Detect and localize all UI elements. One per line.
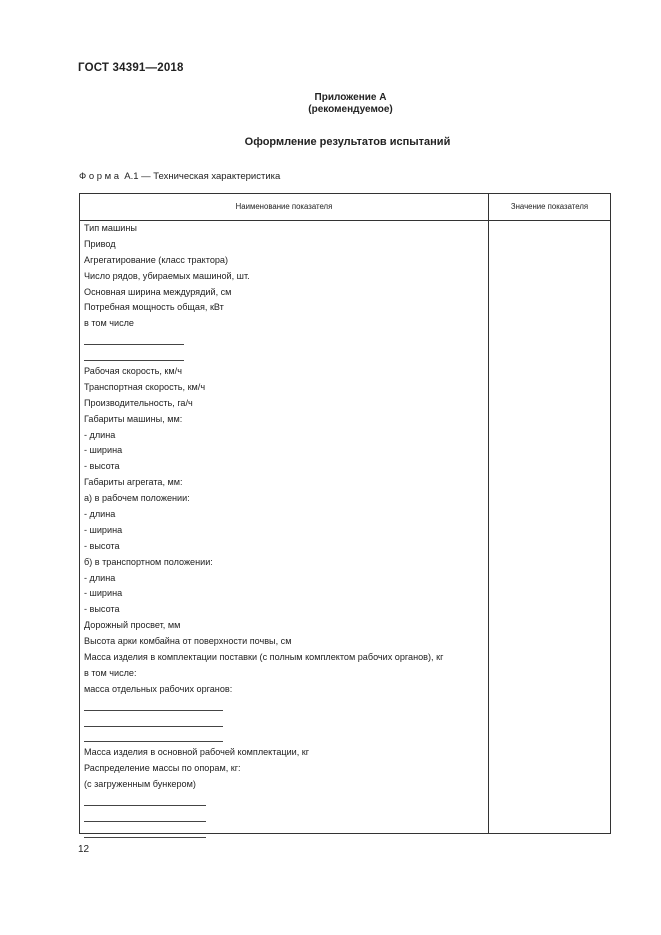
table-row: - ширина [84,524,123,535]
blank-fill-line [84,837,206,838]
table-row: Транспортная скорость, км/ч [84,381,206,392]
table-row: Масса изделия в комплектации поставки (с полным комплектом рабочих органов), кг [84,652,444,663]
section-title: Оформление результатов испытаний [244,136,451,148]
blank-fill-line [84,741,223,742]
page-number: 12 [78,844,90,855]
table-row: - высота [84,604,120,615]
table-row: Габариты агрегата, мм: [84,477,183,488]
form-caption-prefix: Форма [79,171,122,182]
table-row: Привод [84,238,116,249]
table-row-blank [84,825,484,841]
blank-fill-line [84,726,223,727]
table-row-blank [84,714,484,730]
blank-fill-line [84,360,184,361]
table-row: - длина [84,572,116,583]
appendix-status: (рекомендуемое) [308,104,393,115]
table-row: Распределение массы по опорам, кг: [84,763,241,774]
table-row: Высота арки комбайна от поверхности почвы, см [84,636,292,647]
table-row: а) в рабочем положении: [84,493,190,504]
blank-fill-line [84,821,206,822]
table-row: Рабочая скорость, км/ч [84,366,182,377]
table-row-blank [84,332,484,348]
standard-number: ГОСТ 34391—2018 [78,62,184,74]
table-row: Основная ширина междурядий, см [84,286,232,297]
form-caption-text: А.1 — Техническая характеристика [121,171,281,182]
table-row: Число рядов, убираемых машиной, шт. [84,270,250,281]
blank-fill-line [84,710,223,711]
table-row: Производительность, га/ч [84,397,193,408]
table-row: (с загруженным бункером) [84,779,196,790]
table-row: Масса изделия в основной рабочей комплектации, кг [84,747,310,758]
table-row: Агрегатирование (класс трактора) [84,254,229,265]
table-row-blank [84,698,484,714]
table-header-row [80,194,610,221]
table-body [84,221,484,841]
table-row: - высота [84,461,120,472]
table-row: - ширина [84,445,123,456]
column-header-name: Наименование показателя [235,202,333,211]
table-row: Тип машины [84,223,137,233]
table-row-blank [84,793,484,809]
specification-table [79,193,611,834]
appendix-title: Приложение А [314,92,387,103]
table-row-blank [84,348,484,364]
table-row: масса отдельных рабочих органов: [84,683,233,694]
table-row: в том числе [84,318,134,329]
column-header-value: Значение показателя [510,202,589,211]
table-row: Дорожный просвет, мм [84,620,181,631]
table-row: Потребная мощность общая, кВт [84,302,224,313]
form-caption [79,171,280,182]
table-row: - длина [84,509,116,520]
table-row: - ширина [84,588,123,599]
table-row: - высота [84,540,120,551]
appendix-heading [0,92,661,116]
table-row: - длина [84,429,116,440]
table-row-blank [84,730,484,746]
blank-fill-line [84,805,206,806]
blank-fill-line [84,344,184,345]
table-row: в том числе: [84,667,137,678]
table-row: Габариты машины, мм: [84,413,183,424]
table-row: б) в транспортном положении: [84,556,213,567]
table-row-blank [84,809,484,825]
column-divider [488,194,489,833]
